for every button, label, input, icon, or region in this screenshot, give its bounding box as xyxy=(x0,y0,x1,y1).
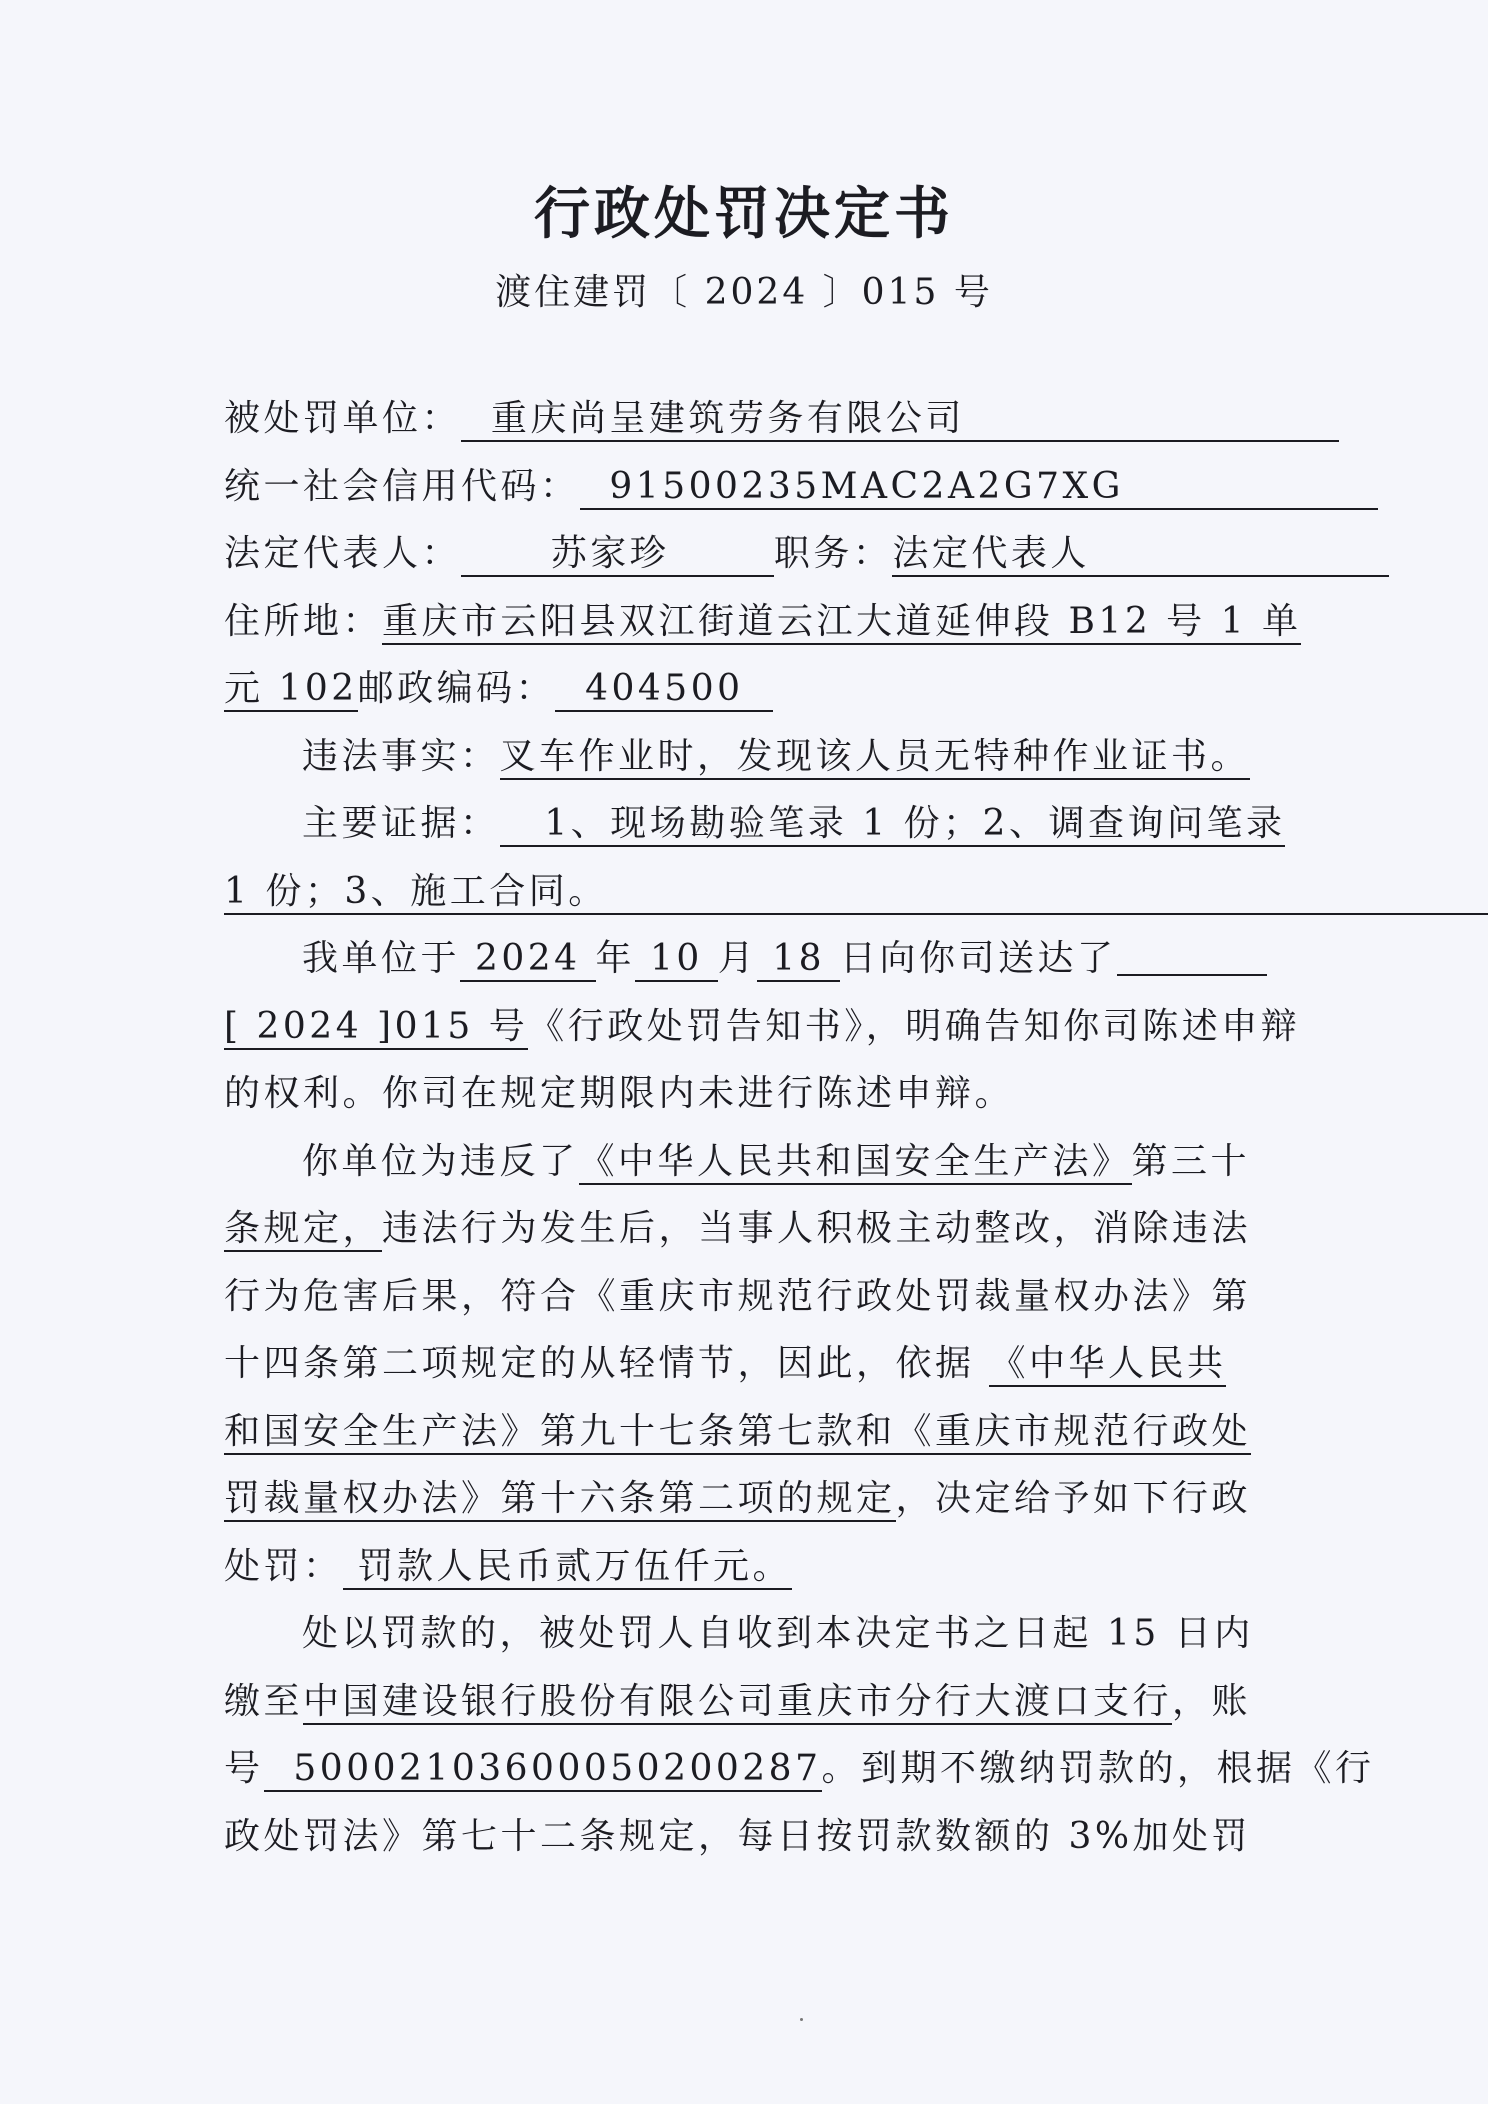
violation-text: 第三十 xyxy=(1131,1140,1251,1182)
payment-line-1: 处以罚款的，被处罚人自收到本决定书之日起 15 日内 xyxy=(302,1613,1254,1654)
violation-line-3: 行为危害后果，符合《重庆市规范行政处罚裁量权办法》第 xyxy=(224,1275,1252,1317)
legal-basis-2: 和国安全生产法》第九十七条第七款和《重庆市规范行政处 xyxy=(224,1411,1251,1455)
notice-year: 2024 xyxy=(460,938,596,982)
legal-rep-name: 苏家珍 xyxy=(461,533,774,577)
address-line-2 xyxy=(224,655,1260,723)
violation-line-5 xyxy=(224,1398,1260,1466)
payment-text: 号 xyxy=(224,1748,264,1789)
legal-rep-title-label: 职务： xyxy=(773,533,893,574)
facts-value: 叉车作业时，发现该人员无特种作业证书。 xyxy=(500,736,1251,780)
evidence-value-2: 1 份；3、施工合同。 xyxy=(224,871,1488,915)
address-value-2: 元 102 xyxy=(224,668,358,712)
notice-day: 18 xyxy=(757,938,840,982)
credit-code-line xyxy=(224,453,1260,521)
notice-doc-ref: [ 2024 ]015 号 xyxy=(224,1006,528,1050)
violation-law: 《中华人民共和国安全生产法》 xyxy=(579,1141,1132,1185)
legal-rep-line xyxy=(224,520,1260,588)
notice-line-1 xyxy=(224,925,1260,993)
document-title: 行政处罚决定书 xyxy=(534,181,954,247)
bank-account: 50002103600050200287 xyxy=(264,1748,822,1792)
evidence-line-2 xyxy=(224,858,1260,926)
violation-line-4 xyxy=(224,1330,1260,1398)
legal-rep-label: 法定代表人： xyxy=(224,533,462,574)
notice-line-2 xyxy=(224,993,1301,1061)
credit-code-value: 91500235MAC2A2G7XG xyxy=(580,466,1378,510)
facts-label: 违法事实： xyxy=(302,735,500,777)
evidence-label: 主要证据： xyxy=(302,803,500,844)
notice-text: 我单位于 xyxy=(302,938,461,979)
postal-label: 邮政编码： xyxy=(357,668,556,709)
payment-text: ，账 xyxy=(1172,1680,1252,1722)
legal-basis-1: 《中华人民共 xyxy=(989,1343,1226,1387)
violation-text: ，决定给予如下行政 xyxy=(895,1478,1252,1519)
facts-line xyxy=(224,723,1260,791)
penalty-label: 处罚： xyxy=(224,1545,343,1587)
violation-line-2 xyxy=(224,1195,1260,1263)
notice-text: 《行政处罚告知书》，明确告知你司陈述申辩 xyxy=(528,1005,1301,1047)
evidence-line-1 xyxy=(224,790,1286,858)
payment-line-3 xyxy=(224,1735,1375,1803)
party-value: 重庆尚呈建筑劳务有限公司 xyxy=(461,398,1339,442)
notice-text: 月 xyxy=(717,938,758,979)
document-number: 渡住建罚〔 2024 〕015 号 xyxy=(495,272,993,313)
notice-month: 10 xyxy=(635,938,718,982)
credit-code-label: 统一社会信用代码： xyxy=(224,465,580,507)
violation-text: 十四条第二项规定的从轻情节，因此，依据 xyxy=(224,1343,975,1384)
legal-basis-3: 罚裁量权办法》第十六条第二项的规定 xyxy=(224,1478,896,1522)
notice-blank xyxy=(1117,934,1267,976)
legal-rep-title-value: 法定代表人 xyxy=(892,533,1388,577)
payment-text: 。到期不缴纳罚款的，根据《行 xyxy=(821,1748,1375,1789)
bank-name: 中国建设银行股份有限公司重庆市分行大渡口支行 xyxy=(303,1681,1172,1725)
violation-line-6 xyxy=(224,1465,1260,1533)
address-line-1 xyxy=(224,588,1302,656)
violation-line-1 xyxy=(224,1128,1260,1196)
notice-line-3: 的权利。你司在规定期限内未进行陈述申辩。 xyxy=(224,1073,1015,1114)
evidence-value-1: 1、现场勘验笔录 1 份；2、调查询问笔录 xyxy=(500,803,1286,847)
payment-line-2 xyxy=(224,1668,1260,1736)
address-label: 住所地： xyxy=(224,600,383,642)
violation-text: 你单位为违反了 xyxy=(302,1140,579,1182)
address-value-1: 重庆市云阳县双江街道云江大道延伸段 B12 号 1 单 xyxy=(382,601,1301,645)
notice-text: 年 xyxy=(595,938,636,979)
violation-law-cont: 条规定， xyxy=(224,1208,382,1252)
page-mark xyxy=(800,2018,803,2021)
payment-line-4: 政处罚法》第七十二条规定，每日按罚款数额的 3%加处罚 xyxy=(224,1815,1252,1857)
penalty-line xyxy=(224,1533,1260,1601)
party-label: 被处罚单位： xyxy=(224,398,462,439)
party-line xyxy=(224,385,1260,453)
document-body xyxy=(224,385,1375,1870)
violation-text: 违法行为发生后，当事人积极主动整改，消除违法 xyxy=(382,1208,1252,1249)
notice-text: 日向你司送达了 xyxy=(840,938,1117,979)
payment-text: 缴至 xyxy=(224,1680,304,1722)
penalty-value: 罚款人民币贰万伍仟元。 xyxy=(343,1546,792,1590)
postal-value: 404500 xyxy=(555,668,773,712)
